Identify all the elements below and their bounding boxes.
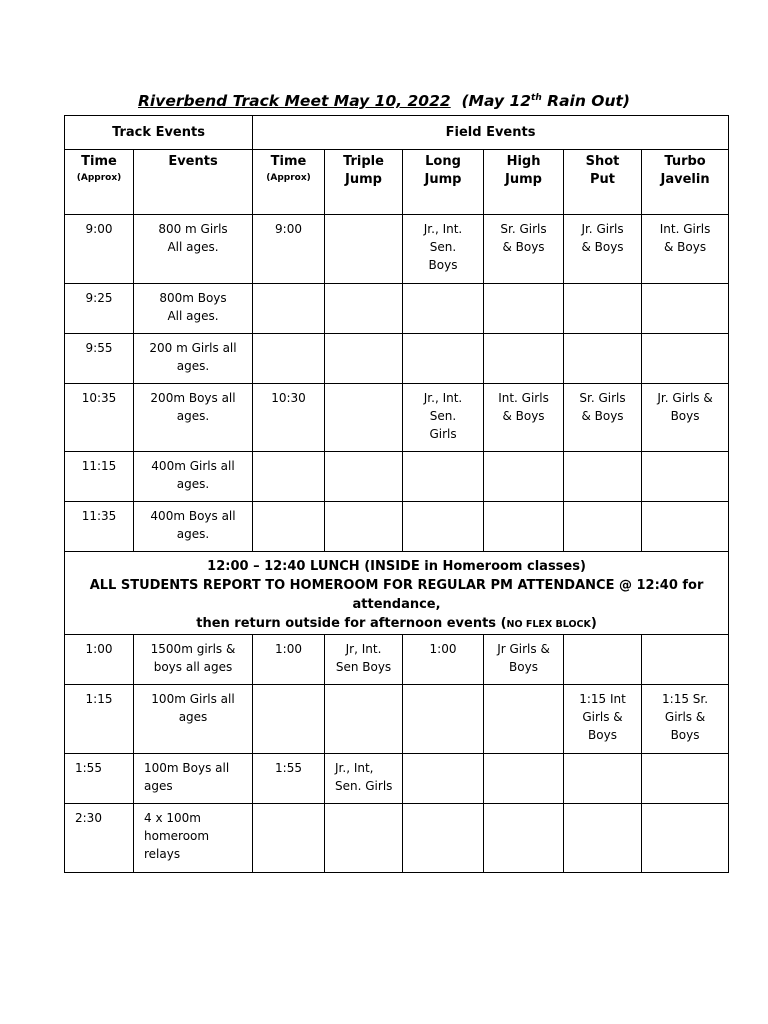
lunch-notice [65, 552, 729, 635]
meet-title: Riverbend Track Meet May 10, 2022 [138, 92, 451, 110]
field-events-header: Field Events [253, 116, 729, 150]
shot-put-cell: Jr. Girls & Boys [564, 215, 642, 284]
rain-date-suffix: Rain Out) [541, 92, 630, 110]
time-cell: 1:00 [65, 635, 134, 685]
triple-jump-cell [325, 502, 403, 552]
high-jump-cell [484, 502, 564, 552]
lunch-line-3-end: ) [590, 616, 597, 631]
table-row [65, 502, 729, 552]
long-jump-cell [403, 502, 484, 552]
shot-put-cell [564, 334, 642, 384]
col-time [65, 150, 134, 215]
field-time-cell [253, 334, 325, 384]
high-jump-cell [484, 284, 564, 334]
table-row [65, 384, 729, 452]
col-high-jump: High Jump [484, 150, 564, 215]
high-jump-cell [484, 685, 564, 754]
field-time-cell [253, 502, 325, 552]
col-field-time-approx: (Approx) [266, 173, 311, 183]
shot-put-cell [564, 452, 642, 502]
lunch-line-2: ALL STUDENTS REPORT TO HOMEROOM FOR REGULAR PM ATTENDANCE @ 12:40 for attendance, [89, 578, 704, 612]
col-triple-jump: Triple Jump [325, 150, 403, 215]
turbo-javelin-cell [642, 502, 729, 552]
event-cell: 200 m Girls all ages. [134, 334, 253, 384]
shot-put-cell: Sr. Girls & Boys [564, 384, 642, 452]
col-shot-put: Shot Put [564, 150, 642, 215]
long-jump-cell [403, 334, 484, 384]
table-row [65, 334, 729, 384]
field-time-cell: 1:55 [253, 754, 325, 804]
event-cell: 800 m Girls All ages. [134, 215, 253, 284]
turbo-javelin-cell [642, 754, 729, 804]
long-jump-cell [403, 284, 484, 334]
turbo-javelin-cell [642, 635, 729, 685]
triple-jump-cell [325, 804, 403, 873]
field-time-cell [253, 804, 325, 873]
high-jump-cell: Int. Girls & Boys [484, 384, 564, 452]
afternoon-rows [65, 635, 729, 873]
shot-put-cell: 1:15 Int Girls & Boys [564, 685, 642, 754]
turbo-javelin-cell [642, 284, 729, 334]
event-cell: 100m Boys all ages [134, 754, 253, 804]
table-row [65, 215, 729, 284]
field-time-cell [253, 284, 325, 334]
table-row [65, 754, 729, 804]
shot-put-cell [564, 804, 642, 873]
lunch-line-3-text: then return outside for afternoon events ( [196, 616, 507, 631]
high-jump-cell: Sr. Girls & Boys [484, 215, 564, 284]
col-turbo-javelin: Turbo Javelin [642, 150, 729, 215]
triple-jump-cell: Jr, Int. Sen Boys [325, 635, 403, 685]
col-time-label: Time [81, 154, 117, 169]
event-cell: 200m Boys all ages. [134, 384, 253, 452]
event-cell: 400m Girls all ages. [134, 452, 253, 502]
track-events-header: Track Events [65, 116, 253, 150]
table-row [65, 452, 729, 502]
triple-jump-cell [325, 284, 403, 334]
field-time-cell [253, 452, 325, 502]
long-jump-cell [403, 685, 484, 754]
time-cell: 1:15 [65, 685, 134, 754]
triple-jump-cell [325, 452, 403, 502]
no-flex-block: NO FLEX BLOCK [506, 619, 591, 630]
long-jump-cell: Jr., Int. Sen. Boys [403, 215, 484, 284]
field-time-cell: 10:30 [253, 384, 325, 452]
col-field-time-label: Time [270, 154, 307, 169]
event-cell: 1500m girls & boys all ages [134, 635, 253, 685]
field-time-cell: 1:00 [253, 635, 325, 685]
turbo-javelin-cell: Jr. Girls & Boys [642, 384, 729, 452]
triple-jump-cell [325, 215, 403, 284]
high-jump-cell [484, 804, 564, 873]
turbo-javelin-cell: 1:15 Sr. Girls & Boys [642, 685, 729, 754]
triple-jump-cell [325, 334, 403, 384]
time-cell: 11:15 [65, 452, 134, 502]
document-title [0, 92, 768, 110]
long-jump-cell [403, 452, 484, 502]
shot-put-cell [564, 635, 642, 685]
morning-rows [65, 215, 729, 552]
turbo-javelin-cell [642, 804, 729, 873]
col-long-jump: Long Jump [403, 150, 484, 215]
field-time-cell: 9:00 [253, 215, 325, 284]
time-cell: 1:55 [65, 754, 134, 804]
field-time-cell [253, 685, 325, 754]
turbo-javelin-cell [642, 334, 729, 384]
time-cell: 9:00 [65, 215, 134, 284]
high-jump-cell [484, 452, 564, 502]
col-events: Events [134, 150, 253, 215]
long-jump-cell: 1:00 [403, 635, 484, 685]
turbo-javelin-cell [642, 452, 729, 502]
table-row [65, 284, 729, 334]
rain-date-prefix: (May 12 [461, 92, 532, 110]
long-jump-cell: Jr., Int. Sen. Girls [403, 384, 484, 452]
long-jump-cell [403, 754, 484, 804]
time-cell: 10:35 [65, 384, 134, 452]
event-cell: 400m Boys all ages. [134, 502, 253, 552]
event-cell: 4 x 100m homeroom relays [134, 804, 253, 873]
shot-put-cell [564, 754, 642, 804]
triple-jump-cell [325, 685, 403, 754]
high-jump-cell [484, 334, 564, 384]
table-row [65, 635, 729, 685]
high-jump-cell: Jr Girls & Boys [484, 635, 564, 685]
event-cell: 100m Girls all ages [134, 685, 253, 754]
table-row [65, 804, 729, 873]
table-row [65, 685, 729, 754]
triple-jump-cell: Jr., Int, Sen. Girls [325, 754, 403, 804]
schedule-table [64, 115, 729, 873]
high-jump-cell [484, 754, 564, 804]
col-field-time [253, 150, 325, 215]
event-cell: 800m Boys All ages. [134, 284, 253, 334]
lunch-line-1: 12:00 – 12:40 LUNCH (INSIDE in Homeroom classes) [207, 559, 586, 574]
rain-date-sup: th [531, 92, 542, 103]
shot-put-cell [564, 502, 642, 552]
time-cell: 9:25 [65, 284, 134, 334]
time-cell: 9:55 [65, 334, 134, 384]
time-cell: 2:30 [65, 804, 134, 873]
col-time-approx: (Approx) [76, 173, 122, 183]
turbo-javelin-cell: Int. Girls & Boys [642, 215, 729, 284]
long-jump-cell [403, 804, 484, 873]
shot-put-cell [564, 284, 642, 334]
lunch-line-3 [65, 614, 728, 634]
time-cell: 11:35 [65, 502, 134, 552]
triple-jump-cell [325, 384, 403, 452]
